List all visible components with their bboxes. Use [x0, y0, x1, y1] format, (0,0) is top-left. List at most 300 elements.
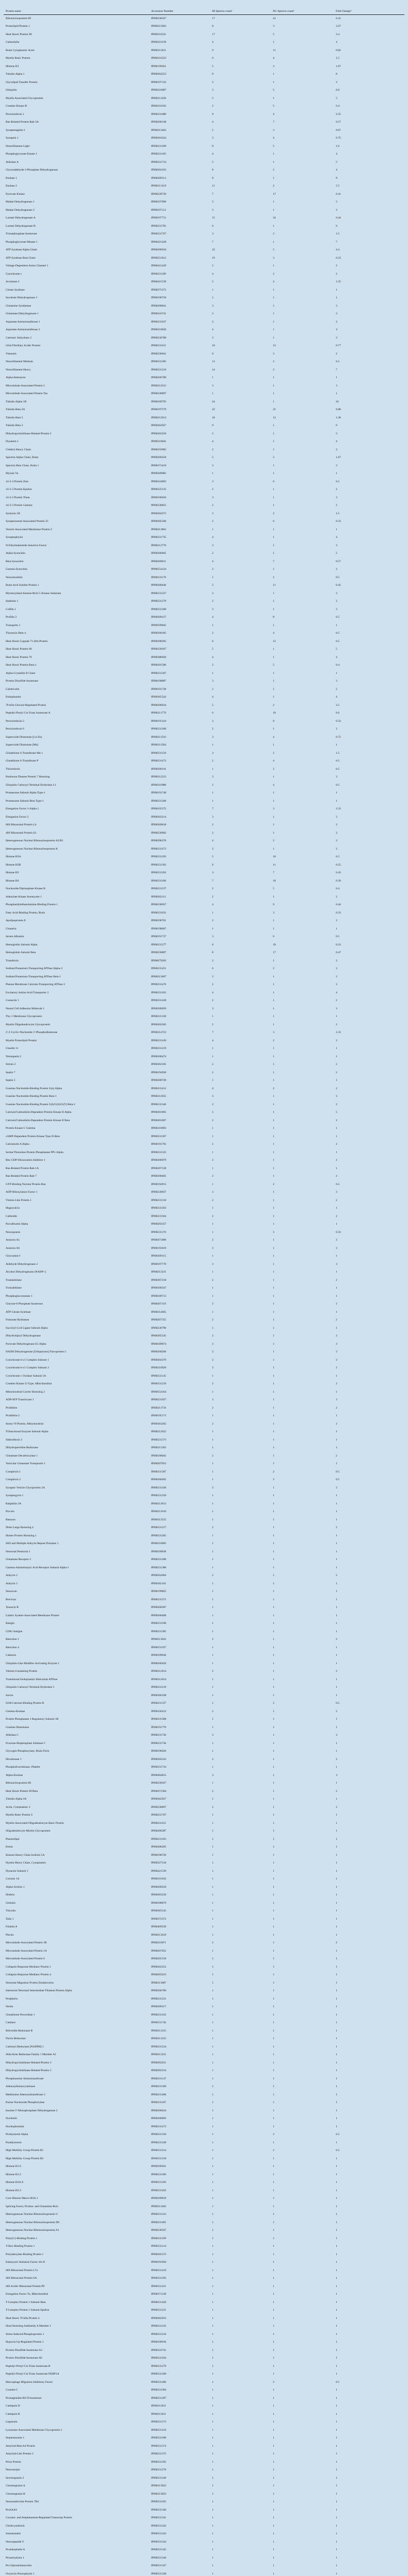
table-row — [4, 749, 404, 757]
hi-spectra-cell: 3 — [212, 935, 214, 939]
accession-cell: IPI00362927 — [151, 1798, 167, 1801]
nc-spectra-cell: 1 — [273, 1542, 274, 1546]
fold-change-cell: 2.25 — [336, 112, 341, 116]
hi-spectra-cell: 2 — [212, 1103, 214, 1106]
protein-name-cell: Cytochrome b-c1 Complex Subunit 2 — [6, 1366, 49, 1370]
hi-spectra-cell: 13 — [212, 360, 215, 364]
hi-spectra-cell: 1 — [212, 1893, 214, 1897]
nc-spectra-cell: 5 — [273, 248, 274, 252]
nc-spectra-cell: 18 — [273, 943, 276, 946]
nc-spectra-cell: 1 — [273, 2141, 274, 2144]
accession-cell: IPI00562004 — [151, 1574, 167, 1578]
fold-change-cell: 1 — [336, 2532, 337, 2536]
nc-spectra-cell: 1 — [273, 1518, 274, 1521]
table-row — [4, 925, 404, 933]
nc-spectra-cell: 1 — [273, 568, 274, 571]
hi-spectra-cell: 1 — [212, 1925, 214, 1929]
fold-change-cell: 1 — [336, 1693, 337, 1697]
protein-name-cell: Alpha-Actinin 1 — [6, 1885, 25, 1889]
nc-spectra-cell: 1 — [273, 488, 274, 492]
table-row — [4, 126, 404, 134]
accession-cell: IPI00231260 — [151, 799, 167, 803]
accession-cell: IPI00196656 — [151, 496, 167, 499]
protein-name-cell: Pyruvate Dehydrogenase E1 Alpha — [6, 1342, 46, 1346]
accession-cell: IPI00324741 — [151, 312, 167, 316]
accession-cell: IPI00198720 — [151, 296, 167, 300]
hi-spectra-cell: 5 — [212, 703, 214, 707]
nc-spectra-cell: 1 — [273, 73, 274, 76]
fold-change-cell: 4 — [336, 696, 337, 699]
fold-change-cell: 1 — [336, 1933, 337, 1937]
fold-change-cell: 1 — [336, 1166, 337, 1170]
fold-change-cell: 1 — [336, 2261, 337, 2264]
fold-change-cell: 1 — [336, 1550, 337, 1553]
accession-cell: IPI00231147 — [151, 2077, 167, 2080]
protein-name-cell: Legumain — [6, 2420, 18, 2424]
nc-spectra-cell: 1 — [273, 224, 274, 228]
nc-spectra-cell: 1 — [273, 312, 274, 316]
nc-spectra-cell: 1 — [273, 1502, 274, 1505]
nc-spectra-cell: 1 — [273, 2412, 274, 2416]
table-row — [4, 358, 404, 366]
hi-spectra-cell: 1 — [212, 1047, 214, 1050]
accession-cell: IPI00231373 — [151, 2420, 167, 2424]
accession-cell: IPI00200465 — [151, 552, 167, 555]
protein-name-cell: Cathepsin D — [6, 2404, 20, 2408]
hi-spectra-cell: 3 — [212, 89, 214, 92]
fold-change-cell: 2 — [336, 1278, 337, 1282]
table-row — [4, 2131, 404, 2139]
hi-spectra-cell: 1 — [212, 1478, 214, 1482]
accession-cell: IPI00231340 — [151, 2508, 167, 2512]
hi-spectra-cell: 18 — [212, 416, 215, 419]
protein-name-cell: Myelin Proteolipid Protein — [6, 1039, 37, 1042]
protein-name-cell: Calcium/Calmodulin-Dependent Protein Kinase II Alpha — [6, 1111, 72, 1114]
nc-spectra-cell: 1 — [273, 80, 274, 84]
fold-change-cell: 1 — [336, 2300, 337, 2304]
hi-spectra-cell: 4 — [212, 696, 214, 699]
accession-cell: IPI00231325 — [151, 1150, 167, 1154]
nc-spectra-cell: 1 — [273, 1342, 274, 1346]
table-row — [4, 142, 404, 150]
fold-change-cell: 3 — [336, 544, 337, 547]
nc-spectra-cell: 5 — [273, 664, 274, 667]
accession-cell: IPI00231384 — [151, 2388, 167, 2392]
fold-change-cell: 2 — [336, 1670, 337, 1673]
protein-name-cell: Talin 1 — [6, 1917, 14, 1921]
protein-name-cell: Annexin A5 — [6, 1239, 20, 1242]
table-row — [4, 534, 404, 542]
hi-spectra-cell: 5 — [212, 584, 214, 587]
hi-spectra-cell: 2 — [212, 504, 214, 507]
protein-name-cell: Heat Shock Protein 90 Beta — [6, 1789, 38, 1793]
hi-spectra-cell: 1 — [212, 2093, 214, 2096]
protein-name-cell: Prohibitin — [6, 1406, 18, 1410]
nc-spectra-cell: 2 — [273, 1087, 274, 1090]
protein-name-cell: Neurofilament Medium — [6, 360, 33, 364]
nc-spectra-cell: 2 — [273, 232, 274, 236]
fold-change-cell: 0.75 — [336, 137, 341, 140]
hi-spectra-cell: 1 — [212, 2229, 214, 2232]
accession-cell: IPI00230897 — [151, 392, 167, 396]
nc-spectra-cell: 2 — [273, 272, 274, 276]
fold-change-cell: 1 — [336, 2460, 337, 2464]
accession-cell: IPI00211584 — [151, 743, 167, 747]
nc-spectra-cell: 1 — [273, 2252, 274, 2256]
hi-spectra-cell: 1 — [212, 1885, 214, 1889]
hi-spectra-cell: 8 — [212, 144, 214, 148]
fold-change-cell: 1 — [336, 2452, 337, 2456]
header-hi-spectra-count: HI Spectra count¹ — [210, 2, 271, 14]
protein-name-cell: Cathepsin B — [6, 2412, 20, 2416]
table-row — [4, 1955, 404, 1963]
accession-cell: IPI00206780 — [151, 376, 167, 380]
fold-change-cell: 3 — [336, 591, 337, 595]
fold-change-cell: 2 — [336, 1574, 337, 1578]
nc-spectra-cell: 2 — [273, 2133, 274, 2137]
hi-spectra-cell: 1 — [212, 1374, 214, 1378]
hi-spectra-cell: 3 — [212, 312, 214, 316]
accession-cell: IPI00191783 — [151, 1143, 167, 1146]
hi-spectra-cell: 1 — [212, 2420, 214, 2424]
hi-spectra-cell: 17 — [212, 17, 215, 20]
hi-spectra-cell: 2 — [212, 632, 214, 635]
nc-spectra-cell: 2 — [273, 767, 274, 771]
table-row — [4, 1707, 404, 1716]
fold-change-cell: 1 — [336, 2516, 337, 2520]
nc-spectra-cell: 1 — [273, 1374, 274, 1378]
table-row — [4, 1516, 404, 1524]
table-row — [4, 30, 404, 39]
protein-name-cell: Carbonic Anhydrase 2 — [6, 336, 32, 340]
hi-spectra-cell: 1 — [212, 2268, 214, 2272]
hi-spectra-cell: 2 — [212, 1214, 214, 1218]
fold-change-cell: 1 — [336, 1390, 337, 1394]
nc-spectra-cell: 1 — [273, 1917, 274, 1921]
nc-spectra-cell: 4 — [273, 112, 274, 116]
protein-name-cell: Glutathione S-Transferase P — [6, 759, 39, 763]
hi-spectra-cell: 1 — [212, 528, 214, 531]
table-row — [4, 853, 404, 861]
table-row — [4, 326, 404, 334]
protein-name-cell: Neuromodulin — [6, 575, 23, 579]
nc-spectra-cell: 1 — [273, 2205, 274, 2208]
table-row — [4, 14, 404, 23]
protein-name-cell: Core Histone Macro-H2A.1 — [6, 2197, 38, 2200]
accession-cell: IPI00190701 — [151, 919, 167, 923]
accession-cell: IPI00213022 — [151, 1638, 167, 1641]
table-row — [4, 1148, 404, 1157]
fold-change-cell: 4.4 — [336, 248, 339, 252]
fold-change-cell: 2 — [336, 1334, 337, 1338]
protein-name-cell: Synaptosomal-Associated Protein 25 — [6, 520, 48, 523]
fold-change-cell: 0.45 — [336, 584, 341, 587]
table-row — [4, 318, 404, 326]
table-row — [4, 2035, 404, 2043]
hi-spectra-cell: 2 — [212, 1789, 214, 1793]
protein-name-cell: Heterogeneous Nuclear Ribonucleoprotein D0 — [6, 2221, 59, 2224]
table-row — [4, 909, 404, 917]
fold-change-cell: 0.5 — [336, 2149, 339, 2153]
fold-change-cell: 1.5 — [336, 512, 339, 515]
table-row — [4, 837, 404, 845]
accession-cell: IPI00213619 — [151, 1933, 167, 1937]
accession-cell: IPI00326412 — [151, 1709, 167, 1713]
accession-cell: IPI00231214 — [151, 2149, 167, 2153]
nc-spectra-cell: 1 — [273, 1574, 274, 1578]
hi-spectra-cell: 7 — [212, 192, 214, 196]
hi-spectra-cell: 7 — [212, 879, 214, 883]
fold-change-cell: 1 — [336, 1782, 337, 1785]
accession-cell: IPI00212655 — [151, 1095, 167, 1098]
protein-name-cell: Limbic System-Associated Membrane Protein — [6, 1614, 59, 1617]
fold-change-cell: 0.41 — [336, 192, 341, 196]
hi-spectra-cell: 1 — [212, 1821, 214, 1825]
fold-change-cell: 3 — [336, 680, 337, 683]
table-row — [4, 2338, 404, 2347]
protein-name-cell: Clusterin — [6, 927, 17, 930]
fold-change-cell: 1 — [336, 1741, 337, 1745]
protein-name-cell: Aspartate Aminotransferase 2 — [6, 328, 40, 332]
nc-spectra-cell: 1 — [273, 2284, 274, 2288]
fold-change-cell: 1 — [336, 1310, 337, 1314]
hi-spectra-cell: 1 — [212, 1702, 214, 1705]
hi-spectra-cell: 6 — [212, 711, 214, 715]
nc-spectra-cell: 1 — [273, 2117, 274, 2121]
accession-cell: IPI00363265 — [151, 1422, 167, 1426]
fold-change-cell: 1 — [336, 1861, 337, 1865]
nc-spectra-cell: 1 — [273, 1725, 274, 1729]
nc-spectra-cell: 1 — [273, 1103, 274, 1106]
nc-spectra-cell: 1 — [273, 648, 274, 651]
nc-spectra-cell: 2 — [273, 1182, 274, 1186]
fold-change-cell: 0.33 — [336, 719, 341, 723]
hi-spectra-cell: 1 — [212, 1470, 214, 1473]
nc-spectra-cell: 3 — [273, 128, 274, 132]
table-row — [4, 589, 404, 598]
accession-cell: IPI00421428 — [151, 240, 167, 244]
hi-spectra-cell: 1 — [212, 1877, 214, 1881]
accession-cell: IPI00202305 — [151, 1023, 167, 1026]
nc-spectra-cell: 1 — [273, 2213, 274, 2216]
protein-name-cell: Prostaglandin-H2 D-Isomerase — [6, 2396, 42, 2400]
table-row — [4, 957, 404, 965]
accession-cell: IPI00231308 — [151, 1718, 167, 1721]
protein-name-cell: Superoxide Dismutase [Cu-Zn] — [6, 735, 42, 739]
table-row — [4, 813, 404, 821]
table-row — [4, 1300, 404, 1309]
nc-spectra-cell: 1 — [273, 1686, 274, 1689]
fold-change-cell: 1 — [336, 1981, 337, 1985]
fold-change-cell: 1 — [336, 2077, 337, 2080]
nc-spectra-cell: 1 — [273, 2229, 274, 2232]
hi-spectra-cell: 1 — [212, 2149, 214, 2153]
nc-spectra-cell: 1 — [273, 1590, 274, 1594]
protein-name-cell: Secretogranin 2 — [6, 2476, 24, 2480]
table-row — [4, 1580, 404, 1588]
table-row — [4, 725, 404, 734]
table-row — [4, 1324, 404, 1332]
nc-spectra-cell: 2 — [273, 839, 274, 843]
fold-change-cell: 8 — [336, 73, 337, 76]
protein-name-cell: Voltage-Dependent Anion Channel 1 — [6, 264, 48, 268]
protein-name-cell: Poly(rC)-Binding Protein 1 — [6, 2236, 38, 2240]
table-row — [4, 182, 404, 191]
hi-spectra-cell: 5 — [212, 855, 214, 859]
protein-name-cell: SH3 and Multiple Ankyrin Repeat Domains 1 — [6, 1542, 59, 1546]
hi-spectra-cell: 1 — [212, 1718, 214, 1721]
nc-spectra-cell: 1 — [273, 384, 274, 387]
nc-spectra-cell: 1 — [273, 1718, 274, 1721]
protein-name-cell: Pro-Opiomelanocortin — [6, 2564, 32, 2568]
fold-change-cell: 1 — [336, 1646, 337, 1649]
fold-change-cell: 1 — [336, 2332, 337, 2336]
nc-spectra-cell: 1 — [273, 1925, 274, 1929]
table-row — [4, 2091, 404, 2099]
accession-cell: IPI00231188 — [151, 2372, 167, 2376]
table-row — [4, 1899, 404, 1907]
hi-spectra-cell: 3 — [212, 1734, 214, 1737]
table-row — [4, 1061, 404, 1069]
hi-spectra-cell: 1 — [212, 799, 214, 803]
nc-spectra-cell: 1 — [273, 1709, 274, 1713]
fold-change-cell: 1 — [336, 2021, 337, 2025]
accession-cell: IPI00213463 — [151, 128, 167, 132]
fold-change-cell: 3 — [336, 464, 337, 467]
accession-cell: IPI00231348 — [151, 2572, 167, 2575]
nc-spectra-cell: 2 — [273, 1470, 274, 1473]
protein-name-cell: ATP Synthase Alpha Chain — [6, 248, 37, 252]
table-row — [4, 374, 404, 382]
accession-cell: IPI00230788 — [151, 336, 167, 340]
protein-name-cell: Rabphilin 3A — [6, 1502, 22, 1505]
hi-spectra-cell: 3 — [212, 1262, 214, 1266]
protein-name-cell: Histone H3 — [6, 871, 19, 875]
nc-spectra-cell: 1 — [273, 2540, 274, 2544]
hi-spectra-cell: 1 — [212, 2181, 214, 2184]
hi-spectra-cell: 2 — [212, 1302, 214, 1306]
accession-cell: IPI00230567 — [151, 2229, 167, 2232]
table-row — [4, 829, 404, 837]
hi-spectra-cell: 1 — [212, 1933, 214, 1937]
protein-name-cell: Amyloid-Like Protein 2 — [6, 2452, 34, 2456]
fold-change-cell: 3 — [336, 815, 337, 819]
nc-spectra-cell: 1 — [273, 296, 274, 300]
nc-spectra-cell: 1 — [273, 775, 274, 779]
accession-cell: IPI00215663 — [151, 25, 167, 28]
hi-spectra-cell: 1 — [212, 1230, 214, 1234]
fold-change-cell: 1 — [336, 296, 337, 300]
fold-change-cell: 6.33 — [336, 256, 341, 260]
table-row — [4, 2498, 404, 2506]
fold-change-cell: 2 — [336, 1941, 337, 1945]
accession-cell: IPI00231183 — [151, 1837, 167, 1841]
table-row — [4, 2202, 404, 2211]
table-row — [4, 1069, 404, 1077]
nc-spectra-cell: 1 — [273, 376, 274, 380]
nc-spectra-cell: 1 — [273, 152, 274, 156]
accession-cell: IPI00231262 — [151, 871, 167, 875]
protein-name-cell: Proteasome Subunit Alpha Type-1 — [6, 791, 45, 795]
table-row — [4, 949, 404, 957]
accession-cell: IPI00362161 — [151, 1582, 167, 1585]
nc-spectra-cell: 1 — [273, 2500, 274, 2504]
nc-spectra-cell: 1 — [273, 2372, 274, 2376]
nc-spectra-cell: 1 — [273, 1798, 274, 1801]
accession-cell: IPI00362105 — [151, 1063, 167, 1066]
hi-spectra-cell: 2 — [212, 1239, 214, 1242]
protein-name-cell: Fructose-Bisphosphate Aldolase C — [6, 1741, 46, 1745]
fold-change-cell: 2 — [336, 1638, 337, 1641]
fold-change-cell: 2 — [336, 504, 337, 507]
hi-spectra-cell: 17 — [212, 32, 215, 36]
table-row — [4, 2362, 404, 2370]
nc-spectra-cell: 1 — [273, 2420, 274, 2424]
hi-spectra-cell: 8 — [212, 73, 214, 76]
table-row — [4, 1851, 404, 1859]
protein-name-cell: DnaJ Homolog Subfamily A Member 1 — [6, 2325, 52, 2328]
fold-change-cell: 4 — [336, 328, 337, 332]
fold-change-cell: 1 — [336, 2181, 337, 2184]
table-row — [4, 1835, 404, 1843]
protein-name-cell: Filamin A — [6, 1925, 18, 1929]
fold-change-cell: 0.47 — [336, 951, 341, 955]
nc-spectra-cell: 4 — [273, 632, 274, 635]
protein-name-cell: Reticulon 1 — [6, 1638, 19, 1641]
nc-spectra-cell: 1 — [273, 1294, 274, 1298]
hi-spectra-cell: 2 — [212, 128, 214, 132]
table-row — [4, 422, 404, 430]
hi-spectra-cell: 1 — [212, 1741, 214, 1745]
table-row — [4, 1548, 404, 1556]
nc-spectra-cell: 1 — [273, 1677, 274, 1681]
nc-spectra-cell: 1 — [273, 552, 274, 555]
protein-name-cell: Internexin Neuronal Intermediate Filament Protein Alpha — [6, 1989, 72, 1993]
protein-name-cell: Dihydropyrimidinase-Related Protein 3 — [6, 2061, 52, 2064]
table-row — [4, 1205, 404, 1213]
hi-spectra-cell: 1 — [212, 2532, 214, 2536]
hi-spectra-cell: 7 — [212, 1031, 214, 1035]
accession-cell: IPI00200465 — [151, 1478, 167, 1482]
table-row — [4, 757, 404, 766]
protein-name-cell: Calbindin — [6, 1214, 18, 1218]
nc-spectra-cell: 1 — [273, 1766, 274, 1769]
hi-spectra-cell: 3 — [212, 751, 214, 755]
nc-spectra-cell: 1 — [273, 2037, 274, 2041]
protein-name-cell: Transferrin — [6, 959, 19, 962]
fold-change-cell: 1 — [336, 2157, 337, 2160]
accession-cell: IPI00198887 — [151, 680, 167, 683]
hi-spectra-cell: 2 — [212, 727, 214, 731]
accession-cell: IPI00201805 — [151, 1111, 167, 1114]
hi-spectra-cell: 14 — [212, 368, 215, 371]
fold-change-cell: 2 — [336, 320, 337, 324]
fold-change-cell: 3.4 — [336, 32, 339, 36]
nc-spectra-cell: 12 — [273, 639, 276, 643]
fold-change-cell: 1 — [336, 2141, 337, 2144]
table-row — [4, 1100, 404, 1109]
accession-cell: IPI00191728 — [151, 687, 167, 691]
accession-cell: IPI00231419 — [151, 2428, 167, 2432]
fold-change-cell: 5 — [336, 200, 337, 204]
protein-name-cell: Superoxide Dismutase [Mn] — [6, 743, 39, 747]
hi-spectra-cell: 24 — [212, 400, 215, 403]
hi-spectra-cell: 3 — [212, 1095, 214, 1098]
protein-name-cell: Dihydropteridine Reductase — [6, 1446, 38, 1450]
nc-spectra-cell: 10 — [273, 711, 276, 715]
table-row — [4, 1141, 404, 1149]
accession-cell: IPI00231231 — [151, 2309, 167, 2312]
